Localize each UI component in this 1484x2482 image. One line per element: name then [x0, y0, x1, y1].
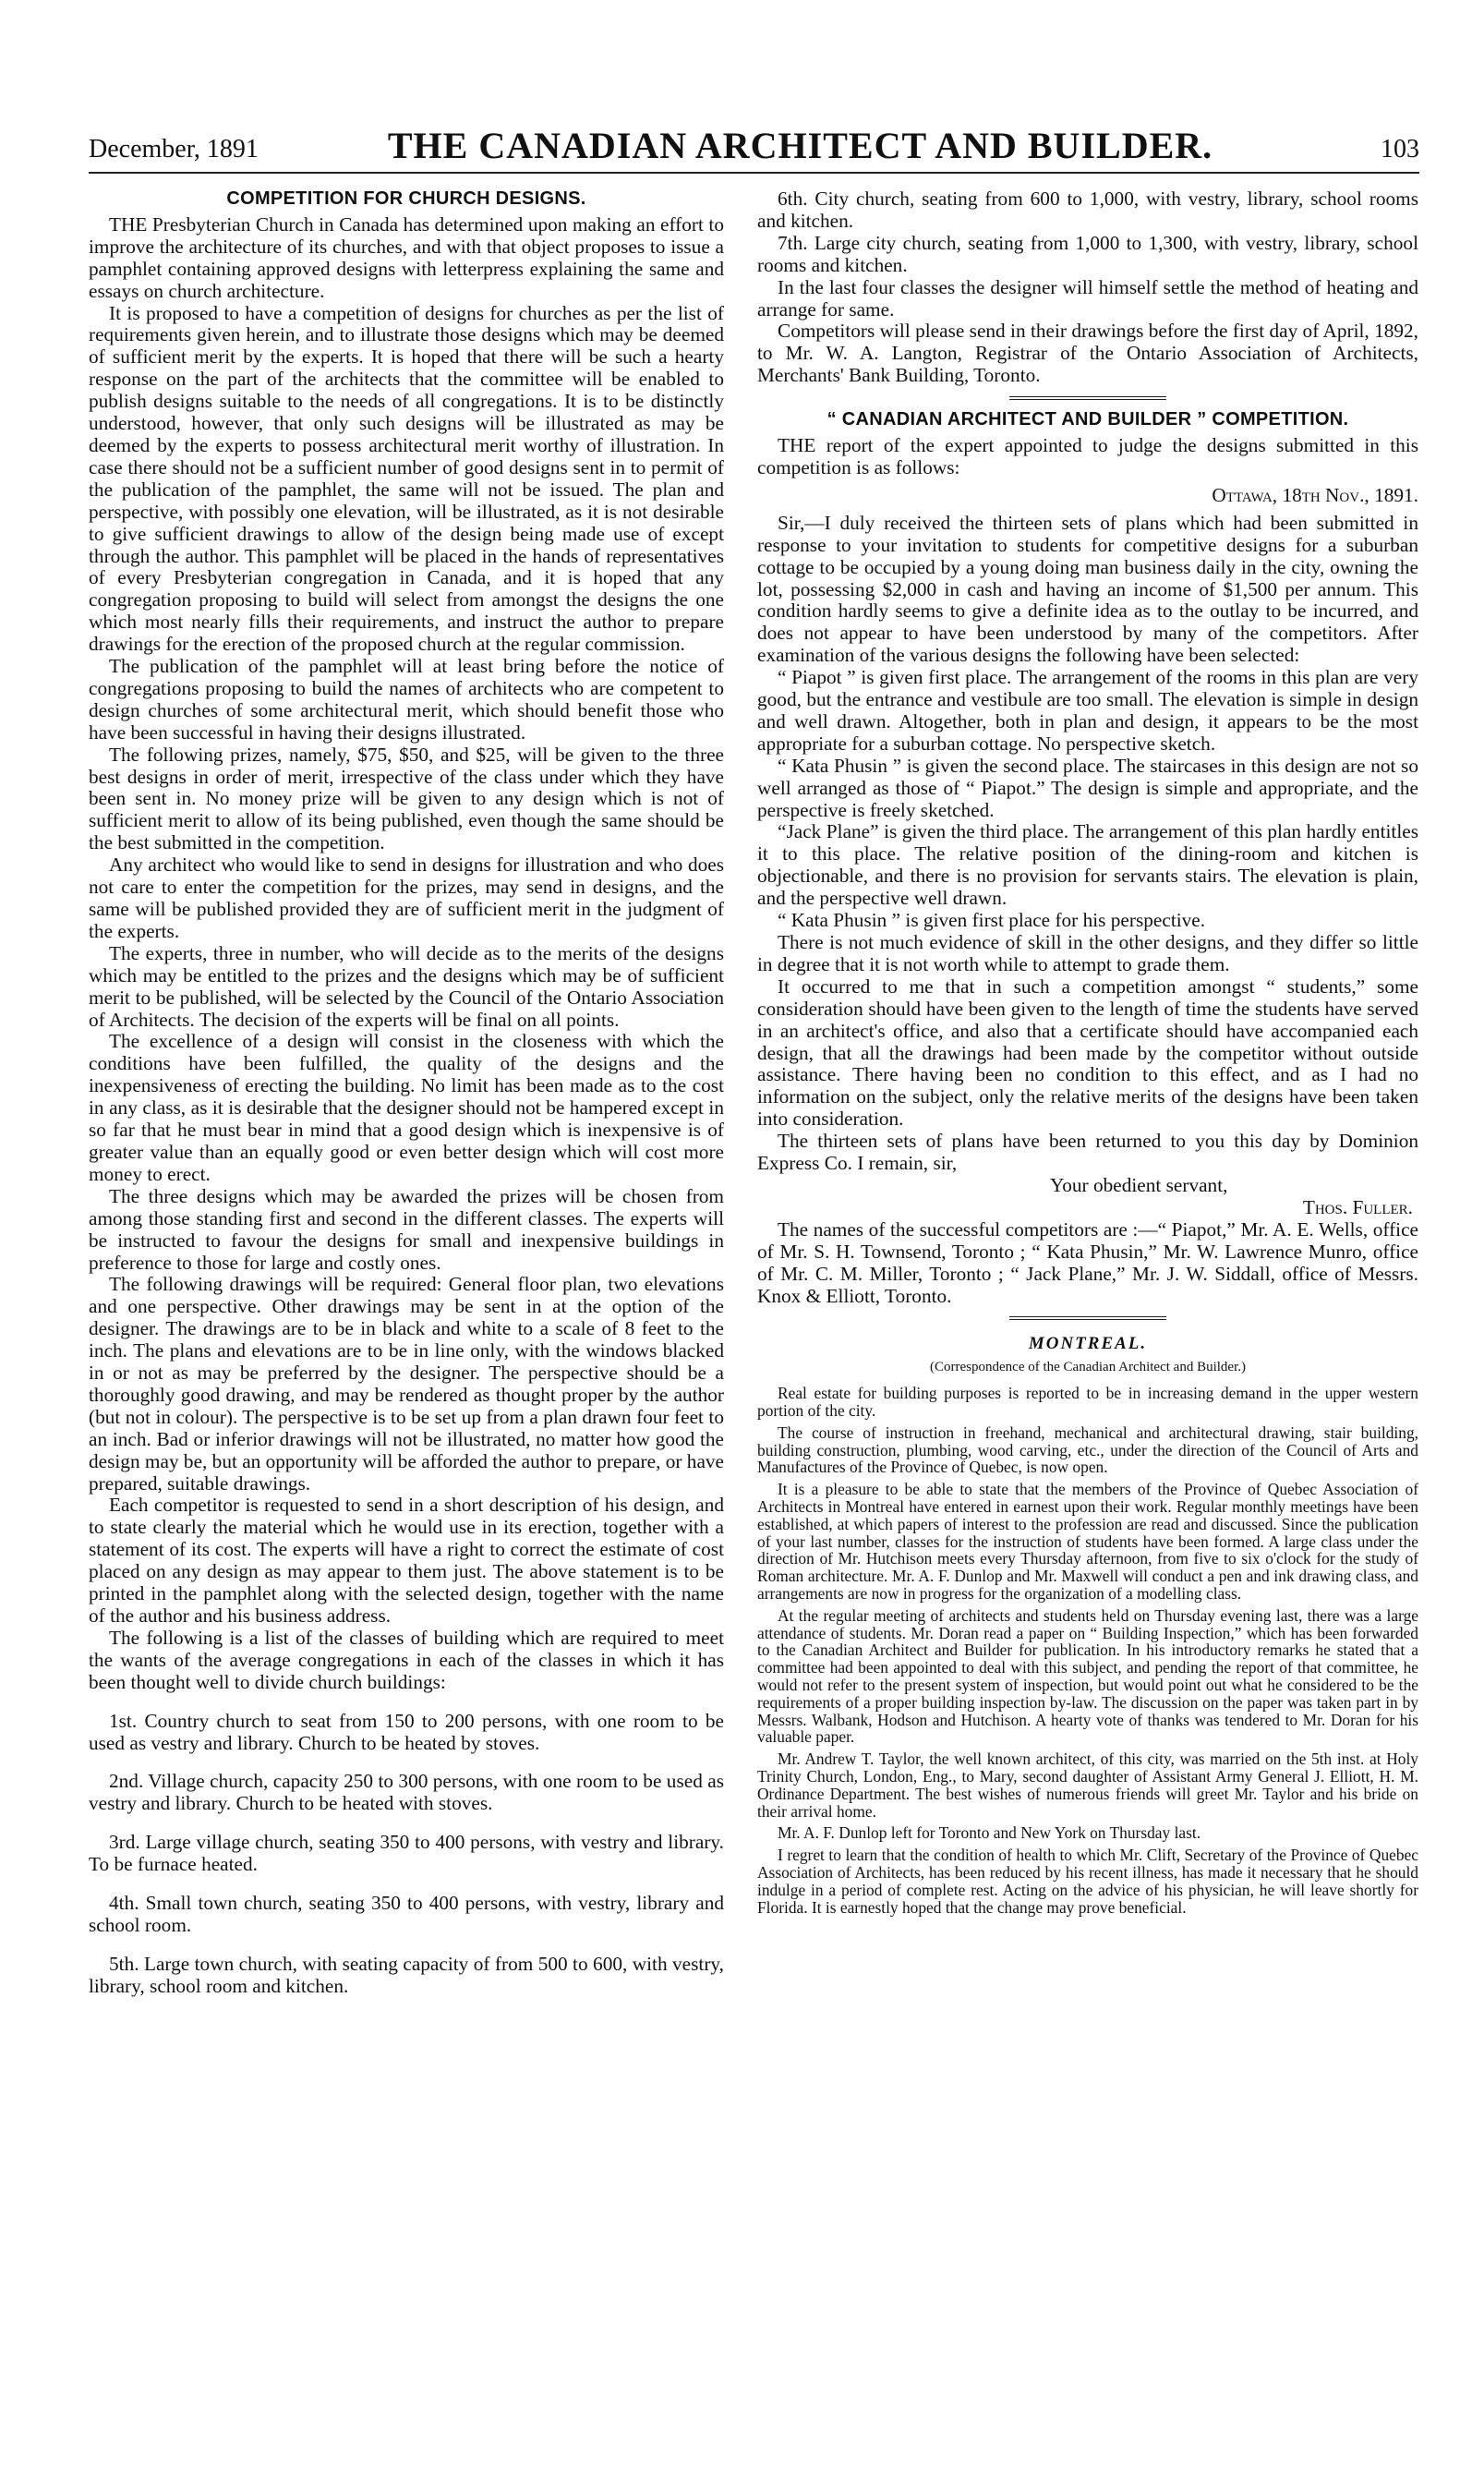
paragraph: “ Kata Phusin ” is given first place for his perspective.	[778, 909, 1206, 932]
section-divider	[1009, 396, 1166, 400]
paragraph: There is not much evidence of skill in the other designs, and they differ so little in degree that it is not worth while to attempt to grade them.	[757, 931, 1418, 975]
paragraph: The following drawings will be required: General floor plan, two elevations and one perspective. Other drawings may be sent in at the option of the designer. The drawings are to be in black and white to a scale of 8 feet to the inch. The plans and elevations are to be in line only, with the windows blacked in or not as may be preferred by the designer. The perspective should be a thoroughly good drawing, and may be rendered as thought proper by the author (but not in colour). The perspective is to be set up from a plan drawn four feet to an inch. Bad or inferior drawings will not be illustrated, no matter how good the design may be, but an opportunity will be afforded the author to prepare, or have prepared, suitable drawings.	[89, 1273, 724, 1495]
paragraph: “ Kata Phusin ” is given the second place. The staircases in this design are not so well arranged as those of “ Piapot.” The design is simple and appropriate, and the perspective is freely sketched.	[757, 754, 1418, 821]
page-header	[89, 124, 1419, 174]
right-column	[757, 188, 1418, 1920]
paragraph: Each competitor is requested to send in a short description of his design, and to state clearly the material which he would use in its erection, together with a statement of its cost. The experts will have a right to correct the estimate of cost placed on any design as may appear to them just. The above statement is to be printed in the pamphlet along with the selected design, together with the name of the author and his business address.	[89, 1494, 724, 1627]
paragraph: “ Piapot ” is given first place. The arrangement of the rooms in this plan are very good, but the entrance and vestibule are too small. The elevation is simple in design and well drawn. Altogether, both in plan and design, it appears to be the most appropriate for a suburban cottage. No perspective sketch.	[757, 666, 1418, 755]
left-column	[89, 188, 724, 1998]
issue-date: December, 1891	[89, 135, 259, 163]
paragraph: THE report of the expert appointed to judge the designs submitted in this competition is as follows:	[757, 434, 1418, 478]
paragraph: The publication of the pamphlet will at least bring before the notice of congregations proposing to build the names of architects who are competent to design churches of some architectural merit, which should benefit those who have been successful in having their designs illustrated.	[89, 655, 724, 744]
paragraph: The thirteen sets of plans have been returned to you this day by Dominion Express Co. I remain, sir,	[757, 1130, 1418, 1175]
paragraph: THE Presbyterian Church in Canada has determined upon making an effort to improve the architecture of its churches, and with that object proposes to issue a pamphlet containing approved designs with letterpress explaining the same and essays on church architecture.	[89, 212, 724, 302]
paragraph: It is proposed to have a competition of designs for churches as per the list of requirements given herein, and to illustrate those designs which may be deemed of sufficient merit by the experts. It is hoped that there will be such a hearty response on the part of the architects that the committee will be enabled to publish designs suitable to the needs of all congregations. It is to be distinctly understood, however, that only such designs will be illustrated as may be deemed by the experts to possess architectural merit worthy of illustration. In case there should not be a sufficient number of good designs sent in to permit of the publication of the pamphlet, the same will not be issued. The plan and perspective, with possibly one elevation, will be illustrated, as it is not desirable to give sufficient drawings to allow of the design being made use of except through the author. This pamphlet will be placed in the hands of representatives of every Presbyterian congregation in Canada, and it is hoped that any congregation proposing to build will select from amongst the designs the one which most nearly fills their requirements, and instruct the author to prepare drawings for the erection of the proposed church at the regular commission.	[89, 301, 724, 656]
paragraph: Sir,—I duly received the thirteen sets of plans which had been submitted in response to your invitation to students for competitive designs for a suburban cottage to be occupied by a young doing man business daily in the city, owning the lot, possessing $2,000 in cash and having an income of $1,500 per annum. This condition hardly seems to give a definite idea as to the outlay to be incurred, and does not appear to have been understood by many of the competitors. After examination of the various designs the following have been selected:	[757, 511, 1418, 667]
class-item: 1st. Country church to seat from 150 to 200 persons, with one room to be used as vestry and library. Church to be heated by stoves.	[89, 1709, 724, 1754]
article-heading-competition: “ CANADIAN ARCHITECT AND BUILDER ” COMPETITION.	[826, 409, 1349, 430]
paragraph: It is a pleasure to be able to state that the members of the Province of Quebec Association of Architects in Montreal have entered in earnest upon their work. Regular monthly meetings have been established, at which papers of interest to the profession are read and discussed. Since the publication of your last number, classes for the instruction of students have been formed. A large class under the direction of Mr. Hutchison meets every Thursday afternoon, from five to six o'clock for the study of Roman architecture. Mr. A. F. Dunlop and Mr. Maxwell will conduct a pen and ink drawing class, and arrangements are now in progress for the organization of a modelling class.	[757, 1480, 1418, 1603]
paragraph: The following prizes, namely, $75, $50, and $25, will be given to the three best designs in order of merit, irrespective of the class under which they have been sent in. No money prize will be given to any design which is not of sufficient merit to allow of its being published, even though the same should be the best submitted in the competition.	[89, 743, 724, 854]
section-heading-montreal: MONTREAL.	[1028, 1334, 1148, 1354]
class-item: 5th. Large town church, with seating capacity of from 500 to 600, with vestry, library, school room and kitchen.	[89, 1952, 724, 1997]
correspondence-subheading: (Correspondence of the Canadian Architect and Builder.)	[930, 1360, 1246, 1375]
paragraph: Any architect who would like to send in designs for illustration and who does not care to enter the competition for the prizes, may send in designs, and the same will be published provided they are of sufficient merit in the judgment of the experts.	[89, 854, 724, 942]
paragraph: At the regular meeting of architects and students held on Thursday evening last, there was a large attendance of students. Mr. Doran read a paper on “ Building Inspection,” which has been forwarded to the Canadian Architect and Builder for publication. In his introductory remarks he stated that a committee had been appointed to deal with this subject, and pending the report of that committee, he would not refer to the present system of inspection, but would point out what he considered to be the requirements of a proper building inspection by-law. The discussion on the paper was taken part in by Messrs. Walbank, Hodson and Hutchison. A hearty vote of thanks was tendered to Mr. Doran for his valuable paper.	[757, 1605, 1418, 1747]
class-item: 3rd. Large village church, seating 350 to 400 persons, with vestry and library. To be furnace heated.	[89, 1831, 724, 1876]
paragraph: The following is a list of the classes of building which are required to meet the wants of the average congregations in each of the classes in which it has been thought well to divide church buildings:	[89, 1626, 724, 1693]
section-divider	[1009, 1316, 1166, 1320]
paragraph: “Jack Plane” is given the third place. The arrangement of this plan hardly entitles it to this place. The relative position of the dining-room and kitchen is objectionable, and there is no provision for servants stairs. The elevation is plain, and the perspective well drawn.	[757, 820, 1418, 910]
paragraph: Mr. A. F. Dunlop left for Toronto and New York on Thursday last.	[778, 1823, 1201, 1843]
article-heading-church-designs: COMPETITION FOR CHURCH DESIGNS.	[226, 188, 586, 209]
class-item: 7th. Large city church, seating from 1,000 to 1,300, with vestry, library, school rooms and kitchen.	[757, 231, 1418, 276]
paragraph: The experts, three in number, who will decide as to the merits of the designs which may be entitled to the prizes and the designs which may be of sufficient merit to be published, will be selected by the Council of the Ontario Association of Architects. The decision of the experts will be final on all points.	[89, 941, 724, 1031]
letter-signature: Thos. Fuller.	[1302, 1195, 1413, 1218]
class-item: 4th. Small town church, seating 350 to 400 persons, with vestry, library and school room.	[89, 1892, 724, 1936]
montreal-correspondence	[757, 1385, 1418, 1916]
paragraph: The excellence of a design will consist in the closeness with which the conditions have been fulfilled, the quality of the designs and the inexpensiveness of erecting the building. No limit has been made as to the cost in any class, as it is desirable that the designer should not be hampered except in so far that he must bear in mind that a good design which is inexpensive is of greater value than an equally good or even better design which will cost more money to erect.	[89, 1030, 724, 1185]
paragraph: It occurred to me that in such a competition amongst “ students,” some consideration should have been given to the length of time the students have served in an architect's office, and also that a certificate should have accompanied each design, that all the drawings had been made by the competitor without outside assistance. There having been no condition to this effect, and as I had no information on the subject, only the relative merits of the designs have been taken into consideration.	[757, 975, 1418, 1131]
page-number: 103	[1381, 135, 1419, 163]
paragraph: In the last four classes the designer will himself settle the method of heating and arrange for same.	[757, 275, 1418, 321]
letter-signoff: Your obedient servant,	[1050, 1173, 1228, 1196]
paragraph: The three designs which may be awarded the prizes will be chosen from among those standing first and second in the different classes. The experts will be instructed to favour the designs for small and inexpensive buildings in preference to those for large and costly ones.	[89, 1184, 724, 1274]
paragraph: Competitors will please send in their drawings before the first day of April, 1892, to Mr. W. A. Langton, Registrar of the Ontario Association of Architects, Merchants' Bank Building, Toronto.	[757, 320, 1418, 387]
paragraph: I regret to learn that the condition of health to which Mr. Clift, Secretary of the Province of Quebec Association of Architects, has been reduced by his recent illness, has made it necessary that he should indulge in a period of complete rest. Acting on the advice of his physician, he will leave shortly for Florida. It is earnestly hoped that the change may prove beneficial.	[757, 1846, 1418, 1917]
paragraph: The names of the successful competitors are :—“ Piapot,” Mr. A. E. Wells, office of Mr. S. H. Townsend, Toronto ; “ Kata Phusin,” Mr. W. Lawrence Munro, office of Mr. C. M. Miller, Toronto ; “ Jack Plane,” Mr. J. W. Siddall, office of Messrs. Knox & Elliott, Toronto.	[757, 1217, 1418, 1307]
paragraph: Real estate for building purposes is reported to be in increasing demand in the upper western portion of the city.	[757, 1384, 1418, 1421]
class-item: 6th. City church, seating from 600 to 1,000, with vestry, library, school rooms and kitchen.	[757, 188, 1418, 232]
letter-dateline: Ottawa, 18th Nov., 1891.	[1212, 483, 1418, 506]
paragraph: Mr. Andrew T. Taylor, the well known architect, of this city, was married on the 5th inst. at Holy Trinity Church, London, Eng., to Mary, second daughter of Assistant Army General J. Elliott, H. M. Ordinance Department. The best wishes of numerous friends will greet Mr. Taylor and his bride on their arrival home.	[757, 1750, 1418, 1821]
masthead-title: THE CANADIAN ARCHITECT AND BUILDER.	[387, 125, 1213, 166]
paragraph: The course of instruction in freehand, mechanical and architectural drawing, stair building, building construction, plumbing, wood carving, etc., under the direction of the Council of Arts and Manufactures of the Province of Quebec, is now open.	[757, 1423, 1418, 1477]
class-item: 2nd. Village church, capacity 250 to 300 persons, with one room to be used as vestry and library. Church to be heated with stoves.	[89, 1770, 724, 1815]
